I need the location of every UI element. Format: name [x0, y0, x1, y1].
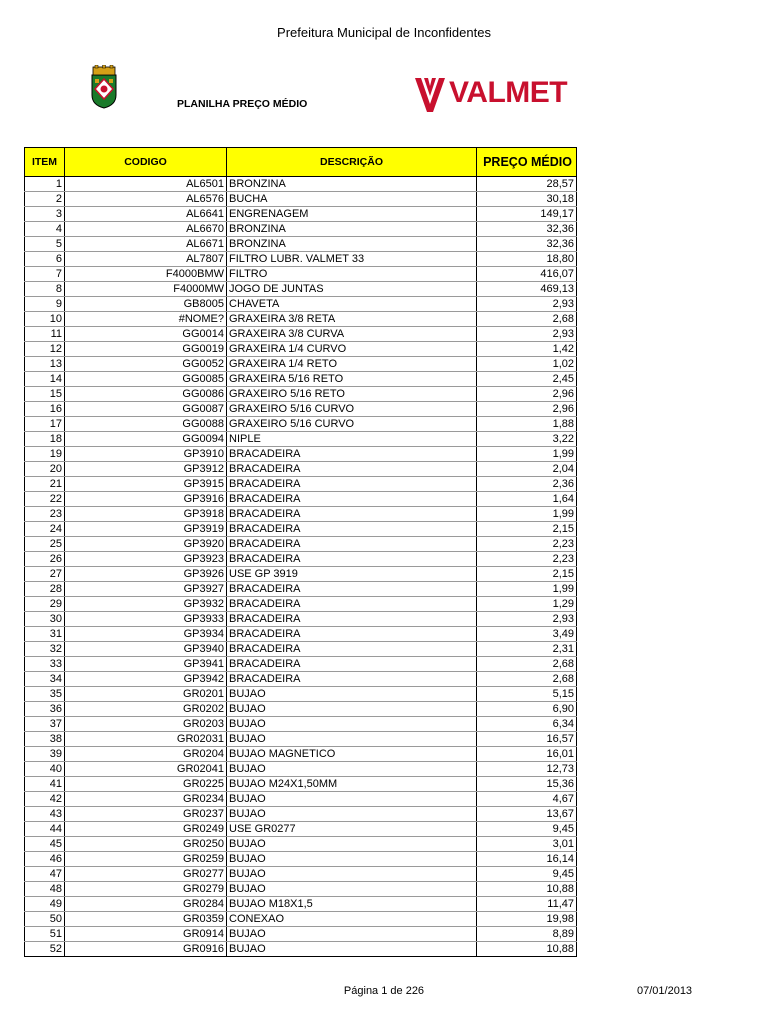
codigo-cell: GR0277	[65, 867, 227, 882]
codigo-cell: GP3915	[65, 477, 227, 492]
table-row	[25, 537, 577, 552]
descricao-cell: BRACADEIRA	[227, 462, 477, 477]
item-cell: 24	[25, 522, 65, 537]
preco-cell: 1,88	[477, 417, 577, 432]
codigo-cell: F4000BMW	[65, 267, 227, 282]
table-row	[25, 192, 577, 207]
descricao-cell: GRAXEIRO 5/16 RETO	[227, 387, 477, 402]
codigo-cell: #NOME?	[65, 312, 227, 327]
codigo-cell: GG0088	[65, 417, 227, 432]
table-row	[25, 822, 577, 837]
item-cell: 47	[25, 867, 65, 882]
table-row	[25, 267, 577, 282]
descricao-cell: GRAXEIRA 1/4 CURVO	[227, 342, 477, 357]
column-header-codigo: CODIGO	[65, 148, 227, 177]
item-cell: 32	[25, 642, 65, 657]
codigo-cell: GR0237	[65, 807, 227, 822]
item-cell: 41	[25, 777, 65, 792]
codigo-cell: GP3940	[65, 642, 227, 657]
preco-cell: 11,47	[477, 897, 577, 912]
footer-date: 07/01/2013	[637, 985, 693, 997]
codigo-cell: GP3916	[65, 492, 227, 507]
item-cell: 46	[25, 852, 65, 867]
descricao-cell: GRAXEIRA 3/8 CURVA	[227, 327, 477, 342]
descricao-cell: BRACADEIRA	[227, 492, 477, 507]
codigo-cell: GR0225	[65, 777, 227, 792]
preco-cell: 15,36	[477, 777, 577, 792]
descricao-cell: FILTRO LUBR. VALMET 33	[227, 252, 477, 267]
preco-cell: 2,31	[477, 642, 577, 657]
descricao-cell: BUJAO	[227, 852, 477, 867]
preco-cell: 13,67	[477, 807, 577, 822]
item-cell: 14	[25, 372, 65, 387]
table-row	[25, 612, 577, 627]
codigo-cell: GP3923	[65, 552, 227, 567]
table-row	[25, 792, 577, 807]
item-cell: 17	[25, 417, 65, 432]
descricao-cell: BUJAO	[227, 702, 477, 717]
table-row	[25, 477, 577, 492]
item-cell: 27	[25, 567, 65, 582]
descricao-cell: BUCHA	[227, 192, 477, 207]
item-cell: 22	[25, 492, 65, 507]
sheet-title: PLANILHA PREÇO MÉDIO	[177, 98, 308, 110]
table-row	[25, 807, 577, 822]
table-row	[25, 702, 577, 717]
preco-cell: 5,15	[477, 687, 577, 702]
table-row	[25, 897, 577, 912]
preco-cell: 149,17	[477, 207, 577, 222]
item-cell: 38	[25, 732, 65, 747]
municipal-crest-icon	[89, 65, 119, 109]
descricao-cell: BRACADEIRA	[227, 522, 477, 537]
codigo-cell: AL6576	[65, 192, 227, 207]
codigo-cell: AL6501	[65, 177, 227, 192]
item-cell: 8	[25, 282, 65, 297]
item-cell: 45	[25, 837, 65, 852]
descricao-cell: BRACADEIRA	[227, 672, 477, 687]
descricao-cell: BRACADEIRA	[227, 597, 477, 612]
descricao-cell: USE GP 3919	[227, 567, 477, 582]
preco-cell: 16,01	[477, 747, 577, 762]
codigo-cell: GR0914	[65, 927, 227, 942]
codigo-cell: GR0279	[65, 882, 227, 897]
descricao-cell: BUJAO	[227, 927, 477, 942]
item-cell: 28	[25, 582, 65, 597]
descricao-cell: BRACADEIRA	[227, 447, 477, 462]
table-row	[25, 447, 577, 462]
item-cell: 52	[25, 942, 65, 957]
codigo-cell: GR0203	[65, 717, 227, 732]
item-cell: 48	[25, 882, 65, 897]
descricao-cell: BRACADEIRA	[227, 657, 477, 672]
descricao-cell: GRAXEIRO 5/16 CURVO	[227, 417, 477, 432]
item-cell: 9	[25, 297, 65, 312]
preco-cell: 1,64	[477, 492, 577, 507]
item-cell: 6	[25, 252, 65, 267]
item-cell: 25	[25, 537, 65, 552]
price-table	[24, 147, 577, 957]
item-cell: 11	[25, 327, 65, 342]
table-row	[25, 597, 577, 612]
preco-cell: 9,45	[477, 822, 577, 837]
codigo-cell: AL7807	[65, 252, 227, 267]
codigo-cell: GP3918	[65, 507, 227, 522]
codigo-cell: GR0234	[65, 792, 227, 807]
codigo-cell: GP3927	[65, 582, 227, 597]
column-header-descricao: DESCRIÇÃO	[227, 148, 477, 177]
table-row	[25, 582, 577, 597]
preco-cell: 1,02	[477, 357, 577, 372]
table-row	[25, 642, 577, 657]
codigo-cell: GG0014	[65, 327, 227, 342]
preco-cell: 10,88	[477, 942, 577, 957]
codigo-cell: GG0052	[65, 357, 227, 372]
codigo-cell: AL6641	[65, 207, 227, 222]
descricao-cell: BUJAO	[227, 762, 477, 777]
table-row	[25, 912, 577, 927]
preco-cell: 28,57	[477, 177, 577, 192]
item-cell: 20	[25, 462, 65, 477]
descricao-cell: BRACADEIRA	[227, 507, 477, 522]
item-cell: 51	[25, 927, 65, 942]
item-cell: 44	[25, 822, 65, 837]
preco-cell: 3,49	[477, 627, 577, 642]
item-cell: 21	[25, 477, 65, 492]
table-row	[25, 342, 577, 357]
preco-cell: 19,98	[477, 912, 577, 927]
item-cell: 35	[25, 687, 65, 702]
preco-cell: 2,15	[477, 567, 577, 582]
codigo-cell: GR0204	[65, 747, 227, 762]
codigo-cell: GR0201	[65, 687, 227, 702]
codigo-cell: GG0094	[65, 432, 227, 447]
codigo-cell: GP3941	[65, 657, 227, 672]
descricao-cell: BRACADEIRA	[227, 642, 477, 657]
descricao-cell: GRAXEIRO 5/16 CURVO	[227, 402, 477, 417]
codigo-cell: AL6671	[65, 237, 227, 252]
table-row	[25, 837, 577, 852]
descricao-cell: BUJAO	[227, 807, 477, 822]
descricao-cell: NIPLE	[227, 432, 477, 447]
codigo-cell: GP3932	[65, 597, 227, 612]
table-row	[25, 507, 577, 522]
item-cell: 37	[25, 717, 65, 732]
descricao-cell: BRACADEIRA	[227, 612, 477, 627]
codigo-cell: GP3942	[65, 672, 227, 687]
item-cell: 26	[25, 552, 65, 567]
table-row	[25, 927, 577, 942]
table-row	[25, 552, 577, 567]
item-cell: 34	[25, 672, 65, 687]
preco-cell: 2,68	[477, 657, 577, 672]
table-row	[25, 777, 577, 792]
table-row	[25, 627, 577, 642]
table-row	[25, 672, 577, 687]
preco-cell: 32,36	[477, 237, 577, 252]
codigo-cell: GP3926	[65, 567, 227, 582]
descricao-cell: FILTRO	[227, 267, 477, 282]
table-row	[25, 312, 577, 327]
item-cell: 31	[25, 627, 65, 642]
codigo-cell: GR0916	[65, 942, 227, 957]
descricao-cell: CHAVETA	[227, 297, 477, 312]
descricao-cell: GRAXEIRA 1/4 RETO	[227, 357, 477, 372]
preco-cell: 1,42	[477, 342, 577, 357]
codigo-cell: GR0259	[65, 852, 227, 867]
codigo-cell: GG0087	[65, 402, 227, 417]
item-cell: 7	[25, 267, 65, 282]
preco-cell: 16,57	[477, 732, 577, 747]
preco-cell: 1,99	[477, 582, 577, 597]
table-row	[25, 717, 577, 732]
codigo-cell: GR0202	[65, 702, 227, 717]
descricao-cell: BRACADEIRA	[227, 582, 477, 597]
codigo-cell: AL6670	[65, 222, 227, 237]
preco-cell: 2,96	[477, 402, 577, 417]
preco-cell: 2,93	[477, 297, 577, 312]
codigo-cell: GP3920	[65, 537, 227, 552]
descricao-cell: BUJAO	[227, 732, 477, 747]
column-header-preco: PREÇO MÉDIO	[477, 148, 577, 177]
preco-cell: 9,45	[477, 867, 577, 882]
page-number: Página 1 de 226	[343, 985, 425, 997]
preco-cell: 2,96	[477, 387, 577, 402]
preco-cell: 32,36	[477, 222, 577, 237]
table-row	[25, 222, 577, 237]
table-row	[25, 252, 577, 267]
table-row	[25, 852, 577, 867]
preco-cell: 469,13	[477, 282, 577, 297]
preco-cell: 2,93	[477, 612, 577, 627]
preco-cell: 6,90	[477, 702, 577, 717]
codigo-cell: GG0086	[65, 387, 227, 402]
table-row	[25, 492, 577, 507]
table-row	[25, 327, 577, 342]
table-body	[25, 177, 577, 957]
descricao-cell: GRAXEIRA 5/16 RETO	[227, 372, 477, 387]
codigo-cell: GR0284	[65, 897, 227, 912]
table-row	[25, 687, 577, 702]
descricao-cell: CONEXAO	[227, 912, 477, 927]
item-cell: 15	[25, 387, 65, 402]
descricao-cell: BRONZINA	[227, 222, 477, 237]
descricao-cell: JOGO DE JUNTAS	[227, 282, 477, 297]
table-row	[25, 402, 577, 417]
codigo-cell: GP3912	[65, 462, 227, 477]
codigo-cell: GR0359	[65, 912, 227, 927]
item-cell: 1	[25, 177, 65, 192]
codigo-cell: GP3933	[65, 612, 227, 627]
item-cell: 42	[25, 792, 65, 807]
descricao-cell: BUJAO M24X1,50MM	[227, 777, 477, 792]
descricao-cell: ENGRENAGEM	[227, 207, 477, 222]
item-cell: 36	[25, 702, 65, 717]
descricao-cell: BRONZINA	[227, 177, 477, 192]
descricao-cell: BRACADEIRA	[227, 477, 477, 492]
descricao-cell: BUJAO	[227, 882, 477, 897]
descricao-cell: BUJAO	[227, 837, 477, 852]
descricao-cell: BUJAO MAGNETICO	[227, 747, 477, 762]
logo-wordmark: VALMET	[449, 76, 568, 109]
preco-cell: 2,45	[477, 372, 577, 387]
item-cell: 50	[25, 912, 65, 927]
table-row	[25, 417, 577, 432]
page-header-title: Prefeitura Municipal de Inconfidentes	[277, 25, 491, 40]
table-row	[25, 747, 577, 762]
preco-cell: 1,99	[477, 447, 577, 462]
table-row	[25, 282, 577, 297]
table-row	[25, 567, 577, 582]
preco-cell: 18,80	[477, 252, 577, 267]
codigo-cell: F4000MW	[65, 282, 227, 297]
item-cell: 39	[25, 747, 65, 762]
item-cell: 43	[25, 807, 65, 822]
item-cell: 3	[25, 207, 65, 222]
preco-cell: 3,22	[477, 432, 577, 447]
preco-cell: 2,93	[477, 327, 577, 342]
codigo-cell: GR0249	[65, 822, 227, 837]
item-cell: 5	[25, 237, 65, 252]
codigo-cell: GP3919	[65, 522, 227, 537]
table-row	[25, 942, 577, 957]
table-row	[25, 177, 577, 192]
preco-cell: 30,18	[477, 192, 577, 207]
item-cell: 29	[25, 597, 65, 612]
table-row	[25, 867, 577, 882]
item-cell: 16	[25, 402, 65, 417]
table-row	[25, 237, 577, 252]
table-row	[25, 372, 577, 387]
preco-cell: 4,67	[477, 792, 577, 807]
descricao-cell: BUJAO	[227, 867, 477, 882]
preco-cell: 2,15	[477, 522, 577, 537]
descricao-cell: BRACADEIRA	[227, 627, 477, 642]
preco-cell: 2,68	[477, 672, 577, 687]
codigo-cell: GR0250	[65, 837, 227, 852]
table-row	[25, 462, 577, 477]
item-cell: 4	[25, 222, 65, 237]
table-row	[25, 522, 577, 537]
descricao-cell: GRAXEIRA 3/8 RETA	[227, 312, 477, 327]
item-cell: 12	[25, 342, 65, 357]
item-cell: 13	[25, 357, 65, 372]
table-row	[25, 657, 577, 672]
preco-cell: 2,23	[477, 552, 577, 567]
descricao-cell: BUJAO	[227, 687, 477, 702]
item-cell: 19	[25, 447, 65, 462]
preco-cell: 1,29	[477, 597, 577, 612]
preco-cell: 2,04	[477, 462, 577, 477]
descricao-cell: BUJAO M18X1,5	[227, 897, 477, 912]
descricao-cell: BUJAO	[227, 717, 477, 732]
table-row	[25, 762, 577, 777]
preco-cell: 8,89	[477, 927, 577, 942]
codigo-cell: GG0085	[65, 372, 227, 387]
table-row	[25, 432, 577, 447]
descricao-cell: BUJAO	[227, 942, 477, 957]
descricao-cell: BRACADEIRA	[227, 537, 477, 552]
codigo-cell: GR02041	[65, 762, 227, 777]
codigo-cell: GP3934	[65, 627, 227, 642]
preco-cell: 12,73	[477, 762, 577, 777]
descricao-cell: USE GR0277	[227, 822, 477, 837]
item-cell: 33	[25, 657, 65, 672]
item-cell: 40	[25, 762, 65, 777]
preco-cell: 416,07	[477, 267, 577, 282]
preco-cell: 3,01	[477, 837, 577, 852]
item-cell: 49	[25, 897, 65, 912]
preco-cell: 2,68	[477, 312, 577, 327]
descricao-cell: BRONZINA	[227, 237, 477, 252]
item-cell: 10	[25, 312, 65, 327]
preco-cell: 2,23	[477, 537, 577, 552]
table-header-row	[25, 148, 577, 177]
preco-cell: 10,88	[477, 882, 577, 897]
table-row	[25, 387, 577, 402]
table-row	[25, 207, 577, 222]
table-row	[25, 882, 577, 897]
descricao-cell: BUJAO	[227, 792, 477, 807]
codigo-cell: GB8005	[65, 297, 227, 312]
preco-cell: 1,99	[477, 507, 577, 522]
preco-cell: 6,34	[477, 717, 577, 732]
valmet-logo	[413, 74, 568, 114]
item-cell: 30	[25, 612, 65, 627]
codigo-cell: GP3910	[65, 447, 227, 462]
table-row	[25, 297, 577, 312]
table-row	[25, 357, 577, 372]
table-row	[25, 732, 577, 747]
codigo-cell: GG0019	[65, 342, 227, 357]
valmet-logo-mark	[413, 74, 447, 114]
item-cell: 2	[25, 192, 65, 207]
item-cell: 23	[25, 507, 65, 522]
item-cell: 18	[25, 432, 65, 447]
preco-cell: 2,36	[477, 477, 577, 492]
descricao-cell: BRACADEIRA	[227, 552, 477, 567]
codigo-cell: GR02031	[65, 732, 227, 747]
column-header-item: ITEM	[25, 148, 65, 177]
preco-cell: 16,14	[477, 852, 577, 867]
